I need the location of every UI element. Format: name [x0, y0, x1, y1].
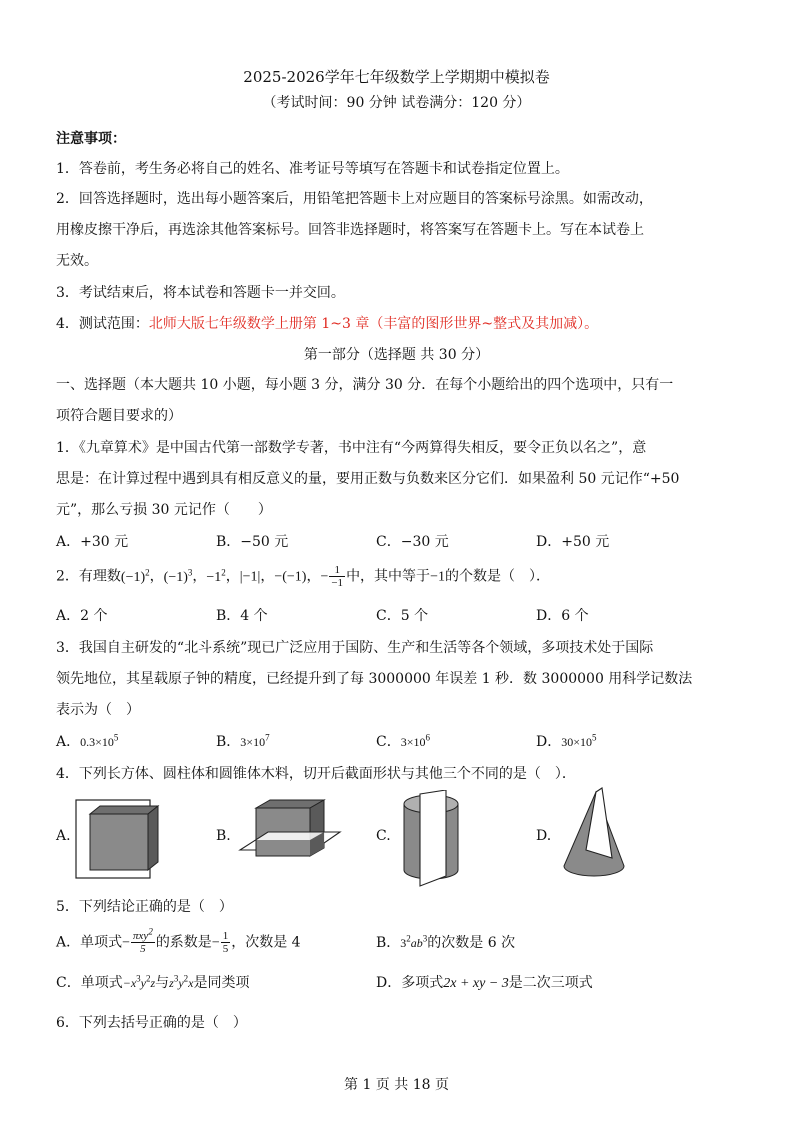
- note-2-line-3: 无效。: [56, 253, 98, 269]
- q3-option-c: C．$3\times 10^6$: [376, 732, 430, 750]
- q6-stem: 6．下列去括号正确的是（ ）: [56, 1015, 247, 1031]
- note-4-prefix: 4．测试范围：: [56, 316, 149, 332]
- notes-heading: 注意事项：: [56, 131, 126, 147]
- note-4: [56, 313, 598, 333]
- q2-option-c: C．5 个: [376, 608, 429, 624]
- q5-option-b: B．$3^2ab^3$的次数是 6 次: [376, 933, 516, 951]
- figure-b-cube-horizontal-cut: [238, 798, 342, 880]
- q3-option-d: D．$30\times 10^5$: [536, 732, 597, 750]
- q2-term-2: $(-1)^3$: [163, 566, 193, 585]
- q2-stem: 2．有理数$(-1)^2$，$(-1)^3$，$-1^2$，|−1|，−(−1)，− $\frac{1}{-1}$ 中，其中等于−1的个数是（ ）．: [56, 564, 550, 589]
- test-range: 北师大版七年级数学上册第 1~3 章（丰富的图形世界~整式及其加减）: [148, 316, 585, 332]
- q2-prefix: 2．有理数: [56, 568, 121, 585]
- q5-stem: 5．下列结论正确的是（ ）: [56, 899, 233, 915]
- q4-label-c: C.: [376, 828, 391, 844]
- note-3: 3．考试结束后，将本试卷和答题卡一并交回。: [56, 285, 345, 301]
- note-4-suffix: 。: [584, 316, 599, 332]
- note-2-line-2: 用橡皮擦干净后，再选涂其他答案标号。回答非选择题时，将答案写在答题卡上。写在本试卷上: [56, 222, 644, 238]
- figure-c-cylinder-cut: [398, 790, 468, 888]
- q4-label-d: D.: [536, 828, 552, 844]
- q2-option-b: B．4 个: [216, 608, 268, 624]
- q2-mid: 中，其中等于: [346, 568, 431, 585]
- note-2-line-1: 2．回答选择题时，选出每小题答案后，用铅笔把答题卡上对应题目的答案标号涂黑。如需改动，: [56, 191, 653, 207]
- q5-option-c: C．单项式$-x^3y^2z$与$z^3y^2x$是同类项: [56, 973, 250, 991]
- q1-option-c: C．−30 元: [376, 534, 449, 550]
- q1-option-b: B．−50 元: [216, 534, 289, 550]
- q2-term-6-fraction: $\frac{1}{-1}$: [331, 564, 344, 589]
- exam-subtitle: （考试时间：90 分钟 试卷满分：120 分）: [262, 95, 531, 111]
- exam-title: 2025-2026学年七年级数学上学期期中模拟卷: [243, 68, 550, 86]
- part1-heading: 第一部分（选择题 共 30 分）: [303, 347, 490, 363]
- q4-label-a: A.: [56, 828, 71, 844]
- q2-term-4: |−1|: [239, 569, 261, 585]
- section-1-line-1: 一、选择题（本大题共 10 小题，每小题 3 分，满分 30 分．在每个小题给出的四个选项中，只有一: [56, 377, 674, 393]
- q1-option-d: D．+50 元: [536, 534, 610, 550]
- q2-term-3: $-1^2$: [206, 566, 226, 585]
- q2-neg-one: −1: [430, 569, 445, 585]
- figure-d-cone-cut: [560, 786, 630, 886]
- q1-option-a: A．+30 元: [56, 534, 129, 550]
- q5-option-a: A．单项式− $\frac{\pi xy^2}{5}$ 的系数是− $\frac{1}{5}$ ，次数是 4: [56, 926, 301, 955]
- q3-line-3: 表示为（ ）: [56, 702, 140, 718]
- page-footer: 第 1 页 共 18 页: [344, 1077, 449, 1093]
- q2-option-d: D．6 个: [536, 608, 589, 624]
- q2-term-1: $(-1)^2$: [120, 566, 150, 585]
- q1-line-3: 元”，那么亏损 30 元记作（ ）: [56, 502, 272, 518]
- q3-line-1: 3．我国自主研发的“北斗系统”现已广泛应用于国防、生产和生活等各个领域，多项技术处于国际: [56, 640, 654, 656]
- q3-line-2: 领先地位，其星载原子钟的精度，已经提升到了每 3000000 年误差 1 秒．数 3000000 用科学记数法: [56, 671, 693, 687]
- q1-line-1: 1．《九章算术》是中国古代第一部数学专著，书中注有“今两算得失相反，要令正负以名之”，意: [56, 440, 647, 456]
- q4-label-b: B.: [216, 828, 231, 844]
- q3-option-b: B．$3\times 10^7$: [216, 732, 270, 750]
- section-1-line-2: 项符合题目要求的）: [56, 408, 182, 424]
- q2-term-5: −(−1): [274, 569, 307, 585]
- note-1: 1．答卷前，考生务必将自己的姓名、准考证号等填写在答题卡和试卷指定位置上。: [56, 161, 569, 177]
- q2-option-a: A．2 个: [56, 608, 108, 624]
- q5-option-d: D．多项式2x + xy − 3是二次三项式: [376, 975, 593, 991]
- q2-suffix: 的个数是（ ）．: [444, 568, 550, 585]
- q4-stem: 4．下列长方体、圆柱体和圆锥体木料，切开后截面形状与其他三个不同的是（ ）．: [56, 766, 576, 782]
- q1-line-2: 思是：在计算过程中遇到具有相反意义的量，要用正数与负数来区分它们．如果盈利 50 元记作“+50: [56, 471, 680, 487]
- q3-option-a: A．$0.3\times 10^5$: [56, 732, 119, 750]
- figure-a-cube-vertical-cut: [74, 798, 164, 882]
